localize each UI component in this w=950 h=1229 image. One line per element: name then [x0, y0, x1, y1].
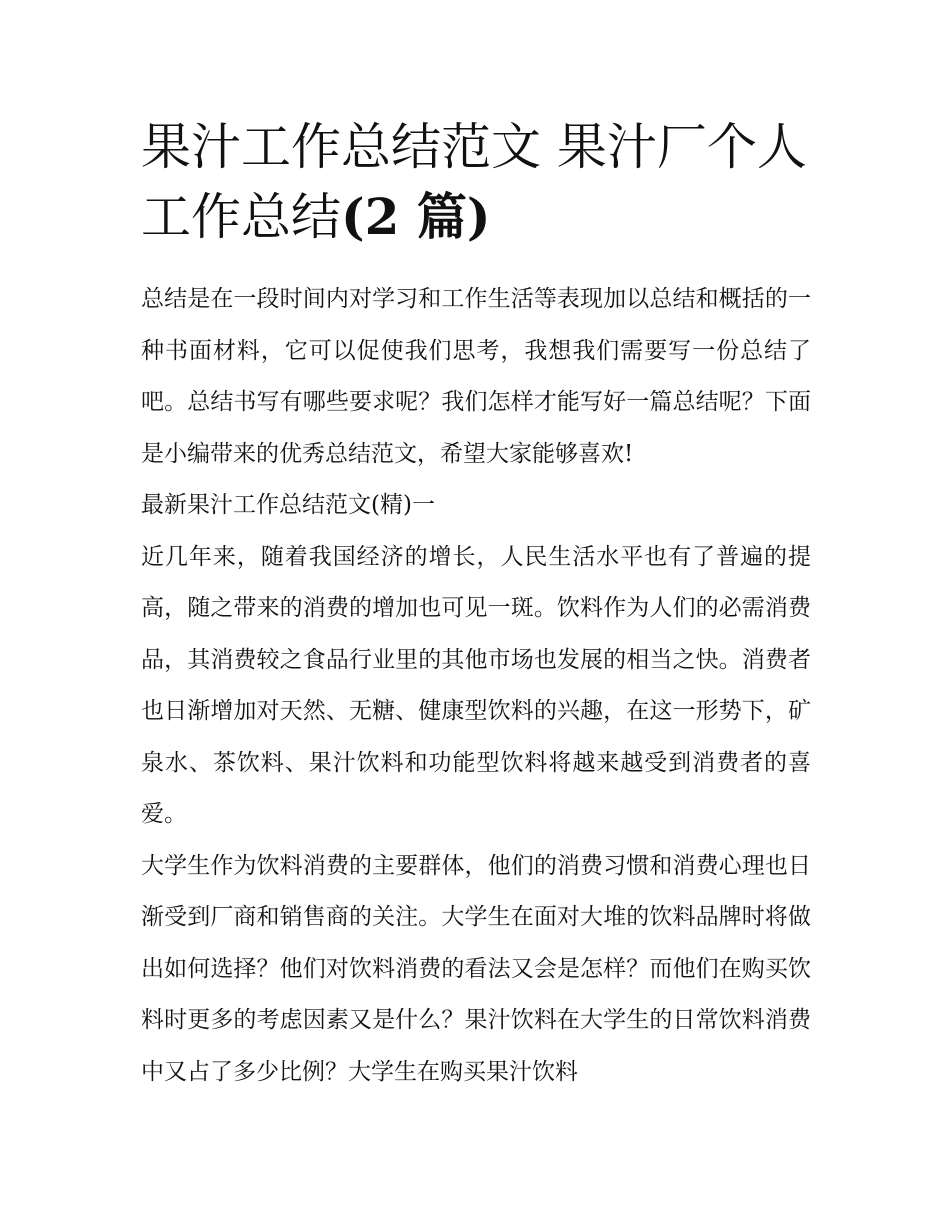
title-number: (2	[341, 187, 400, 246]
title-suffix: 篇)	[399, 187, 491, 246]
document-page	[141, 112, 811, 1098]
document-body	[141, 274, 811, 1098]
intro-paragraph: 总结是在一段时间内对学习和工作生活等表现加以总结和概括的一种书面材料，它可以促使我们思考，我想我们需要写一份总结了吧。总结书写有哪些要求呢？我们怎样才能写好一篇总结呢？下面是小编带来的优秀总结范文，希望大家能够喜欢!	[141, 286, 811, 467]
document-title	[141, 112, 811, 252]
body-paragraph-1: 近几年来，随着我国经济的增长，人民生活水平也有了普遍的提高，随之带来的消费的增加也可见一斑。饮料作为人们的必需消费品，其消费较之食品行业里的其他市场也发展的相当之快。消费者也日渐增加对天然、无糖、健康型饮料的兴趣，在这一形势下，矿泉水、茶饮料、果汁饮料和功能型饮料将越来越受到消费者的喜爱。	[141, 543, 811, 827]
body-paragraph-2: 大学生作为饮料消费的主要群体，他们的消费习惯和消费心理也日渐受到厂商和销售商的关注。大学生在面对大堆的饮料品牌时将做出如何选择？他们对饮料消费的看法又会是怎样？而他们在购买饮料时更多的考虑因素又是什么？果汁饮料在大学生的日常饮料消费中又占了多少比例？大学生在购买果汁饮料	[141, 852, 811, 1085]
title-text: 果汁工作总结范文 果汁厂个人工作总结	[141, 118, 807, 246]
section-heading: 最新果汁工作总结范文(精)一	[141, 492, 435, 518]
